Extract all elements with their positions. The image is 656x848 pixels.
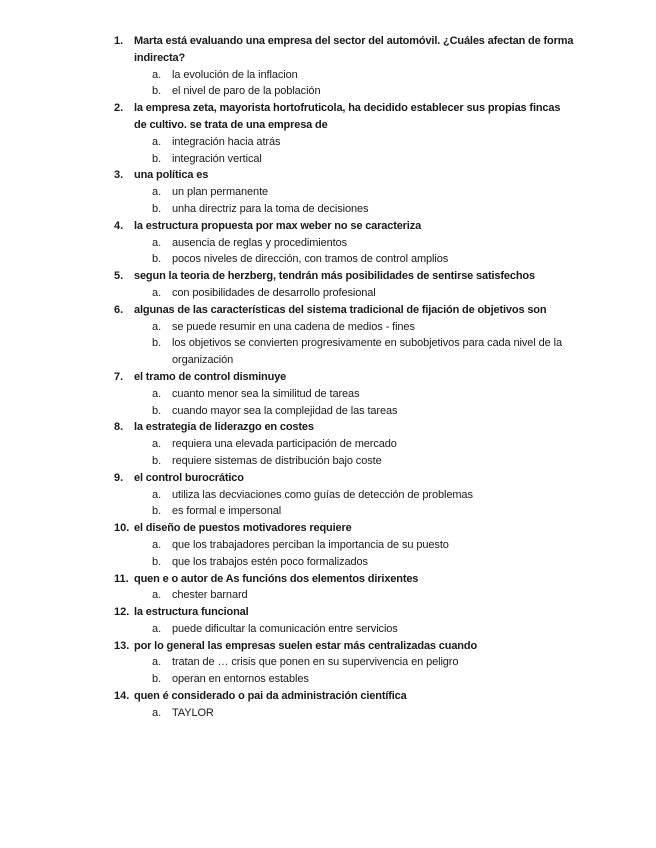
option-text: requiera una elevada participación de mercado <box>172 438 397 451</box>
option-text: unha directriz para la toma de decisiones <box>172 202 369 215</box>
question-text: la estructura funcional <box>134 606 249 619</box>
question-item <box>0 33 656 67</box>
option-text: los objetivos se convierten progresivamente en subobjetivos para cada nivel de la organización <box>172 337 562 367</box>
answer-option <box>0 134 656 151</box>
option-letter: b. <box>152 85 162 98</box>
option-letter: a. <box>152 538 162 551</box>
option-letter: b. <box>152 404 162 417</box>
option-text: pocos niveles de dirección, con tramos de control amplios <box>172 253 449 266</box>
question-text: algunas de las características del sistema tradicional de fijación de objetivos son <box>134 303 547 316</box>
option-text: integración vertical <box>172 152 262 165</box>
answer-option <box>0 503 656 520</box>
option-text: con posibilidades de desarrollo profesional <box>172 286 376 299</box>
question-number: 7. <box>114 370 124 383</box>
answer-option <box>0 587 656 604</box>
question-text: quen é considerado o pai da administración científica <box>134 690 407 703</box>
option-letter: a. <box>152 589 162 602</box>
question-text: la estructura propuesta por max weber no se caracteriza <box>134 219 422 232</box>
answer-option <box>0 403 656 420</box>
answer-option <box>0 453 656 470</box>
answer-option <box>0 554 656 571</box>
answer-option <box>0 386 656 403</box>
question-item <box>0 638 656 655</box>
question-number: 8. <box>114 421 124 434</box>
answer-option <box>0 67 656 84</box>
option-letter: b. <box>152 673 162 686</box>
answer-option <box>0 705 656 722</box>
option-letter: a. <box>152 135 162 148</box>
question-item <box>0 302 656 319</box>
option-letter: a. <box>152 387 162 400</box>
question-item <box>0 604 656 621</box>
question-number: 14. <box>114 690 130 703</box>
question-item <box>0 369 656 386</box>
answer-option <box>0 184 656 201</box>
option-letter: b. <box>152 454 162 467</box>
question-list <box>0 33 656 722</box>
question-number: 3. <box>114 169 124 182</box>
question-number: 5. <box>114 270 124 283</box>
option-text: que los trabajos estén poco formalizados <box>172 555 368 568</box>
option-text: integración hacia atrás <box>172 135 281 148</box>
question-item <box>0 218 656 235</box>
answer-option <box>0 654 656 671</box>
option-text: el nivel de paro de la población <box>172 85 321 98</box>
answer-option <box>0 251 656 268</box>
option-text: ausencia de reglas y procedimientos <box>172 236 348 249</box>
option-text: cuanto menor sea la similitud de tareas <box>172 387 360 400</box>
answer-option <box>0 436 656 453</box>
option-letter: a. <box>152 438 162 451</box>
option-letter: a. <box>152 286 162 299</box>
question-text: Marta está evaluando una empresa del sector del automóvil. ¿Cuáles afectan de forma indirecta? <box>134 35 574 64</box>
question-text: segun la teoria de herzberg, tendrán más posibilidades de sentirse satisfechos <box>134 270 535 283</box>
option-letter: b. <box>152 152 162 165</box>
answer-option <box>0 621 656 638</box>
option-text: chester barnard <box>172 589 248 602</box>
question-item <box>0 419 656 436</box>
answer-option <box>0 285 656 302</box>
question-text: la empresa zeta, mayorista hortofruticola, ha decidido establecer sus propias fincas de cultivo. se trata de una empresa de <box>134 102 561 131</box>
question-number: 1. <box>114 35 124 47</box>
question-number: 11. <box>114 572 129 585</box>
option-letter: a. <box>152 68 162 81</box>
question-item <box>0 470 656 487</box>
option-text: la evolución de la inflacion <box>172 68 298 81</box>
question-number: 2. <box>114 102 124 115</box>
question-number: 13. <box>114 639 130 652</box>
option-letter: a. <box>152 320 162 333</box>
option-text: un plan permanente <box>172 186 269 199</box>
option-letter: b. <box>152 202 162 215</box>
answer-option <box>0 487 656 504</box>
question-item <box>0 520 656 537</box>
question-item <box>0 167 656 184</box>
option-text: operan en entornos estables <box>172 673 309 686</box>
answer-option <box>0 335 656 369</box>
option-text: TAYLOR <box>172 706 214 719</box>
question-number: 10. <box>114 522 130 535</box>
question-text: el diseño de puestos motivadores requiere <box>134 522 352 535</box>
option-letter: a. <box>152 622 162 635</box>
option-letter: b. <box>152 555 162 568</box>
option-text: cuando mayor sea la complejidad de las tareas <box>172 404 398 417</box>
answer-option <box>0 537 656 554</box>
option-letter: a. <box>152 488 162 501</box>
question-text: por lo general las empresas suelen estar más centralizadas cuando <box>134 639 478 652</box>
option-text: que los trabajadores perciban la importancia de su puesto <box>172 538 449 551</box>
question-text: una política es <box>134 169 209 182</box>
question-number: 9. <box>114 471 124 484</box>
question-item <box>0 268 656 285</box>
question-text: el tramo de control disminuye <box>134 370 287 383</box>
option-letter: b. <box>152 253 162 266</box>
question-text: quen e o autor de As funcións dos elementos dirixentes <box>134 572 419 585</box>
answer-option <box>0 319 656 336</box>
question-item <box>0 571 656 588</box>
question-text: la estrategia de liderazgo en costes <box>134 421 314 434</box>
question-number: 4. <box>114 219 124 232</box>
option-text: puede dificultar la comunicación entre servicios <box>172 622 398 635</box>
answer-option <box>0 201 656 218</box>
option-text: requiere sistemas de distribución bajo coste <box>172 454 382 467</box>
option-letter: b. <box>152 337 162 350</box>
option-text: utiliza las decviaciones como guías de detección de problemas <box>172 488 473 501</box>
option-text: es formal e impersonal <box>172 505 282 518</box>
option-text: se puede resumir en una cadena de medios - fines <box>172 320 415 333</box>
question-text: el control burocrático <box>134 471 244 484</box>
question-number: 6. <box>114 303 124 316</box>
answer-option <box>0 83 656 100</box>
question-number: 12. <box>114 606 130 619</box>
option-letter: a. <box>152 706 162 719</box>
answer-option <box>0 235 656 252</box>
option-letter: a. <box>152 186 162 199</box>
answer-option <box>0 151 656 168</box>
answer-option <box>0 671 656 688</box>
option-letter: a. <box>152 236 162 249</box>
question-item <box>0 100 656 134</box>
question-item <box>0 688 656 705</box>
option-text: tratan de … crisis que ponen en su supervivencia en peligro <box>172 656 459 669</box>
option-letter: b. <box>152 505 162 518</box>
option-letter: a. <box>152 656 162 669</box>
